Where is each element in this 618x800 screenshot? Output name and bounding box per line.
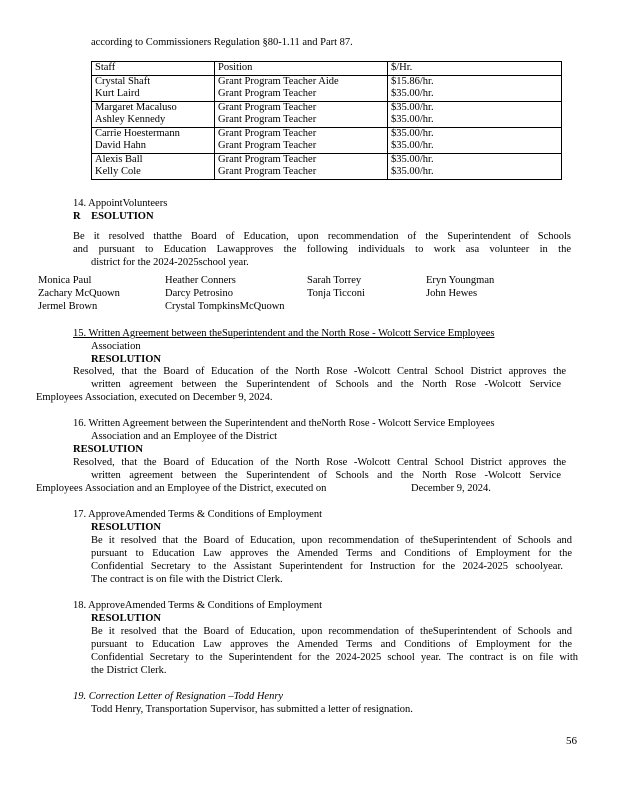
item14-title: 14. AppointVolunteers [73, 198, 168, 209]
item16-line1: Resolved, that the Board of Education of the North Rose -Wolcott Central School District approves the [73, 457, 566, 468]
item18-resolution: RESOLUTION [91, 613, 162, 624]
table-cell: $15.86/hr. [388, 75, 562, 88]
table-cell: Grant Program Teacher Aide [215, 75, 388, 88]
item15-line3: Employees Association, executed on December 9, 2024. [36, 392, 273, 403]
table-cell: Grant Program Teacher [215, 88, 388, 101]
table-cell: Kurt Laird [92, 88, 215, 101]
item14-resolution-r: R [73, 211, 81, 222]
table-cell: $35.00/hr. [388, 127, 562, 140]
table-row [92, 153, 562, 166]
staff-table-header [92, 62, 562, 76]
item17-resolution: RESOLUTION [91, 522, 162, 533]
volunteer-name: Sarah Torrey [307, 275, 362, 286]
item16-line2: written agreement between the Superintendent of Schools and the North Rose -Wolcott Service [91, 470, 561, 481]
item18-line4: the District Clerk. [91, 665, 167, 676]
table-cell: $35.00/hr. [388, 166, 562, 179]
table-row [92, 140, 562, 153]
item16-line3a: Employees Association and an Employee of the District, executed on [36, 483, 327, 494]
volunteer-name: Crystal TompkinsMcQuown [165, 301, 285, 312]
item15-resolution: RESOLUTION [91, 354, 162, 365]
item14-line2: and pursuant to Education Lawapproves the following individuals to work asa volunteer in the [73, 244, 571, 255]
item14-line3: district for the 2024-2025school year. [91, 257, 249, 268]
item18-line1: Be it resolved that the Board of Education, upon recommendation of theSuperintendent of Schools and [91, 626, 572, 637]
item15-title-line2: Association [91, 341, 141, 352]
item16-title-line2: Association and an Employee of the District [91, 431, 278, 442]
volunteer-name: Eryn Youngman [426, 275, 495, 286]
staff-table-header-cell: Staff [92, 62, 215, 76]
item18-line3: Confidential Secretary to the Superintendent for the 2024-2025 school year. The contract is on file with [91, 652, 578, 663]
table-cell: Margaret Macaluso [92, 101, 215, 114]
table-cell: $35.00/hr. [388, 114, 562, 127]
table-cell: David Hahn [92, 140, 215, 153]
table-cell: $35.00/hr. [388, 101, 562, 114]
item15-title-line1: 15. Written Agreement between theSuperintendent and the North Rose - Wolcott Service Employees [73, 328, 495, 339]
table-cell: $35.00/hr. [388, 88, 562, 101]
table-cell: Kelly Cole [92, 166, 215, 179]
table-cell: Grant Program Teacher [215, 127, 388, 140]
item15-line2: written agreement between the Superintendent of Schools and the North Rose -Wolcott Service [91, 379, 561, 390]
table-cell: $35.00/hr. [388, 140, 562, 153]
item17-line2: pursuant to Education Law approves the Amended Terms and Conditions of Employment for the [91, 548, 572, 559]
item19-line1: Todd Henry, Transportation Supervisor, has submitted a letter of resignation. [91, 704, 413, 715]
item19-title: 19. Correction Letter of Resignation –Todd Henry [73, 691, 284, 702]
table-cell: $35.00/hr. [388, 153, 562, 166]
table-cell: Alexis Ball [92, 153, 215, 166]
table-row [92, 166, 562, 179]
item17-line1: Be it resolved that the Board of Education, upon recommendation of theSuperintendent of Schools and [91, 535, 572, 546]
item14-resolution-rest: ESOLUTION [91, 211, 154, 222]
item16-title-line1: 16. Written Agreement between the Superintendent and theNorth Rose - Wolcott Service Employees [73, 418, 495, 429]
item16-resolution: RESOLUTION [73, 444, 144, 455]
volunteer-name: John Hewes [426, 288, 478, 299]
volunteer-name: Heather Conners [165, 275, 236, 286]
table-cell: Grant Program Teacher [215, 140, 388, 153]
item18-line2: pursuant to Education Law approves the Amended Terms and Conditions of Employment for the [91, 639, 572, 650]
table-row [92, 114, 562, 127]
volunteer-name: Monica Paul [38, 275, 92, 286]
item14-line1: Be it resolved thatthe Board of Education, upon recommendation of the Superintendent of Schools [73, 231, 571, 242]
volunteer-name: Jermel Brown [38, 301, 98, 312]
staff-table-header-cell: Position [215, 62, 388, 76]
table-row [92, 75, 562, 88]
item18-title: 18. ApproveAmended Terms & Conditions of Employment [73, 600, 323, 611]
volunteer-name: Darcy Petrosino [165, 288, 233, 299]
table-cell: Grant Program Teacher [215, 166, 388, 179]
table-cell: Crystal Shaft [92, 75, 215, 88]
volunteer-name: Tonja Ticconi [307, 288, 365, 299]
table-cell: Grant Program Teacher [215, 153, 388, 166]
staff-table [91, 61, 562, 180]
item17-title: 17. ApproveAmended Terms & Conditions of Employment [73, 509, 323, 520]
item14-resolution [73, 211, 154, 222]
table-cell: Grant Program Teacher [215, 114, 388, 127]
table-cell: Carrie Hoestermann [92, 127, 215, 140]
volunteer-name: Zachary McQuown [38, 288, 120, 299]
staff-table-header-cell: $/Hr. [388, 62, 562, 76]
page-number: 56 [566, 735, 577, 747]
table-cell: Ashley Kennedy [92, 114, 215, 127]
table-row [92, 101, 562, 114]
table-row [92, 88, 562, 101]
item17-line4: The contract is on file with the District Clerk. [91, 574, 283, 585]
table-row [92, 127, 562, 140]
table-cell: Grant Program Teacher [215, 101, 388, 114]
item15-line1: Resolved, that the Board of Education of the North Rose -Wolcott Central School District approves the [73, 366, 566, 377]
item17-line3: Confidential Secretary to the Assistant Superintendent for Instruction for the 2024-2025 schoolyear. [91, 561, 563, 572]
item16-line3b: December 9, 2024. [411, 483, 491, 494]
intro-line: according to Commissioners Regulation §80-1.11 and Part 87. [91, 37, 353, 48]
